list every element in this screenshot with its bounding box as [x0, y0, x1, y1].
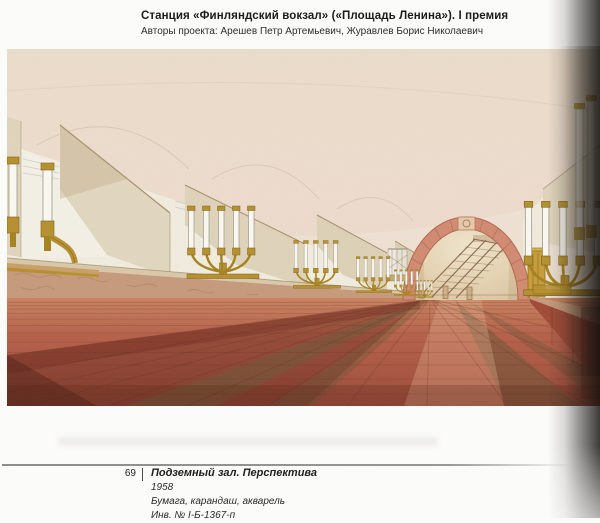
artwork-plate [7, 49, 600, 406]
caption-rule [2, 464, 574, 466]
page-subtitle: Авторы проекта: Арешев Петр Артемьевич, Журавлев Борис Николаевич [141, 26, 484, 37]
caption-text [151, 467, 317, 523]
caption [110, 467, 317, 523]
page-show-through [58, 437, 438, 446]
caption-title: Подземный зал. Перспектива [151, 467, 318, 479]
book-gutter-shadow-fade [548, 446, 600, 518]
page-title: Станция «Финляндский вокзал» («Площадь Ленина»). I премия [141, 10, 509, 22]
plate-header [141, 9, 571, 38]
plate-number: 69 [124, 468, 136, 479]
caption-medium: Бумага, карандаш, акварель [151, 495, 286, 507]
caption-divider [142, 468, 143, 481]
metro-hall-watercolor [7, 49, 600, 406]
caption-inventory: Инв. № I-Б-1367-п [151, 509, 236, 521]
caption-year: 1958 [151, 481, 174, 493]
